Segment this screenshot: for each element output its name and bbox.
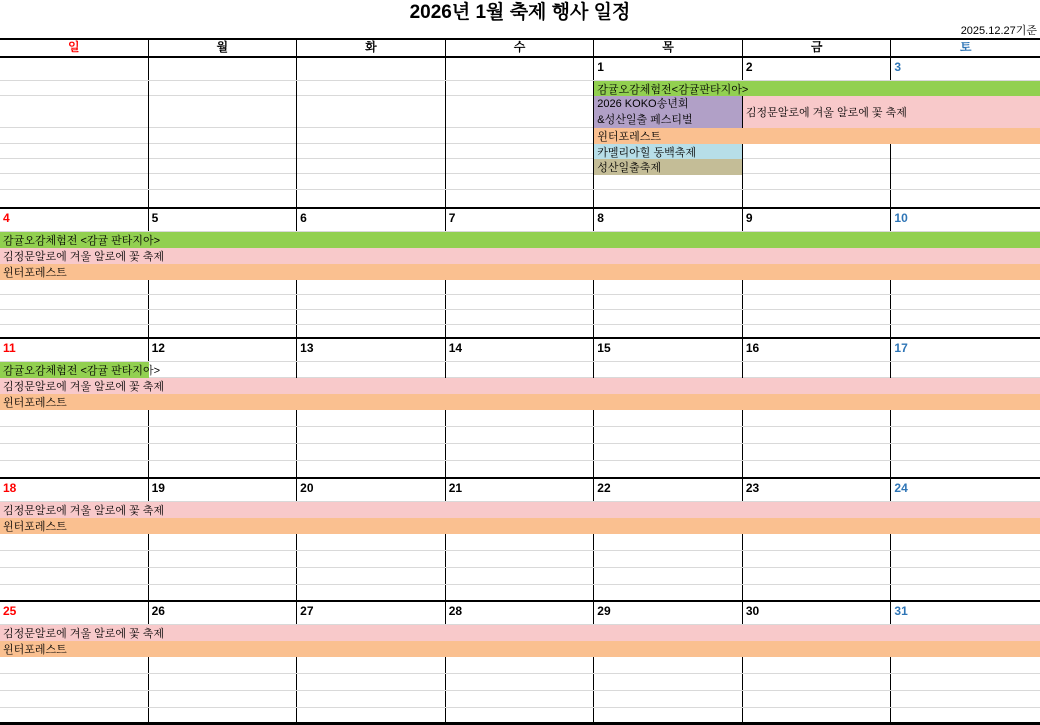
day-cell[interactable]	[297, 58, 446, 80]
event-row	[0, 502, 1040, 518]
event-row	[0, 159, 1040, 174]
empty-cell[interactable]	[594, 534, 743, 550]
day-cell-4[interactable]: 4	[0, 209, 149, 231]
event-row	[0, 96, 1040, 128]
day-cell-1[interactable]: 1	[594, 58, 743, 80]
empty-cell[interactable]	[743, 585, 892, 600]
empty-cell[interactable]	[891, 144, 1040, 160]
event-bar-aloe[interactable]: 김정문알로에 겨울 알로에 꽃 축제	[0, 502, 1040, 518]
daynum-row	[0, 58, 1040, 81]
empty-cell[interactable]	[446, 691, 595, 707]
empty-cell[interactable]	[446, 585, 595, 600]
event-bar-camellia[interactable]: 카멜리아힐 동백축제	[594, 144, 743, 160]
empty-cell[interactable]	[149, 534, 298, 550]
empty-cell[interactable]	[891, 410, 1040, 426]
event-row	[0, 81, 1040, 96]
empty-cell[interactable]	[149, 280, 298, 294]
event-bar-tangerine[interactable]: 감귤오감체험전 <감귤 판타지아>	[0, 362, 149, 378]
empty-cell[interactable]	[594, 444, 743, 460]
empty-cell[interactable]	[297, 461, 446, 477]
empty-cell[interactable]	[891, 444, 1040, 460]
empty-cell[interactable]	[0, 280, 149, 294]
day-cell-17[interactable]: 17	[894, 341, 908, 355]
empty-row	[0, 325, 1040, 337]
day-cell-21[interactable]: 21	[446, 479, 595, 501]
day-cell-18[interactable]: 18	[0, 479, 149, 501]
day-cell-19[interactable]: 19	[149, 479, 298, 501]
empty-cell[interactable]	[446, 551, 595, 567]
empty-cell[interactable]	[446, 362, 595, 378]
empty-cell[interactable]	[891, 159, 1040, 175]
day-cell-5[interactable]: 5	[149, 209, 298, 231]
event-bar-tangerine[interactable]: 감귤오감체험전 <감귤 판타지아>	[0, 232, 1040, 248]
empty-cell[interactable]	[0, 325, 149, 337]
empty-cell[interactable]	[0, 461, 149, 477]
empty-cell[interactable]	[149, 310, 298, 324]
empty-cell[interactable]	[297, 159, 446, 175]
empty-cell[interactable]	[0, 427, 149, 443]
empty-cell[interactable]	[149, 96, 298, 128]
empty-cell[interactable]	[149, 691, 298, 707]
empty-cell[interactable]	[297, 280, 446, 294]
calendar-week-5	[0, 600, 1040, 725]
day-cell-30[interactable]: 30	[743, 602, 892, 624]
day-cell-11[interactable]: 11	[0, 339, 149, 361]
event-row	[0, 394, 1040, 410]
day-cell-22[interactable]: 22	[594, 479, 743, 501]
empty-cell[interactable]	[743, 190, 892, 207]
day-cell-3[interactable]: 3	[894, 60, 902, 74]
empty-cell[interactable]	[594, 708, 743, 722]
empty-cell[interactable]	[297, 325, 446, 337]
empty-cell[interactable]	[594, 674, 743, 690]
empty-cell[interactable]	[297, 310, 446, 324]
empty-cell[interactable]	[891, 325, 1040, 337]
empty-cell[interactable]	[149, 295, 298, 309]
empty-cell[interactable]	[891, 461, 1040, 477]
empty-cell[interactable]	[149, 325, 298, 337]
empty-cell[interactable]	[446, 144, 595, 160]
day-header-thu: 목	[594, 40, 743, 56]
empty-cell[interactable]	[0, 159, 149, 175]
empty-cell[interactable]	[0, 534, 149, 550]
event-row	[0, 128, 1040, 144]
empty-cell[interactable]	[594, 295, 743, 309]
empty-cell[interactable]	[0, 144, 149, 160]
day-cell-31[interactable]: 31	[894, 604, 908, 618]
empty-cell[interactable]	[891, 190, 1040, 207]
calendar-week-3	[0, 337, 1040, 477]
day-cell-8[interactable]: 8	[594, 209, 743, 231]
event-row	[0, 232, 1040, 248]
empty-cell[interactable]	[446, 534, 595, 550]
empty-cell[interactable]	[149, 551, 298, 567]
empty-cell[interactable]	[891, 674, 1040, 690]
empty-cell[interactable]	[891, 708, 1040, 722]
empty-cell[interactable]	[446, 159, 595, 175]
empty-cell[interactable]	[0, 657, 149, 673]
empty-cell[interactable]	[149, 568, 298, 584]
day-header-sun: 일	[0, 40, 149, 56]
empty-cell[interactable]	[0, 551, 149, 567]
day-cell-26[interactable]: 26	[149, 602, 298, 624]
empty-cell[interactable]	[743, 325, 892, 337]
empty-cell[interactable]	[149, 427, 298, 443]
empty-cell[interactable]	[0, 691, 149, 707]
event-bar-tangerine[interactable]: 감귤오감체험전<감귤판타지아>	[594, 81, 1040, 97]
day-cell-15[interactable]: 15	[594, 339, 743, 361]
daynum-row	[0, 602, 1040, 625]
weekday-header-row	[0, 38, 1040, 58]
empty-cell[interactable]	[297, 362, 446, 378]
day-cell-14[interactable]: 14	[446, 339, 595, 361]
day-header-fri: 금	[743, 40, 892, 56]
empty-cell[interactable]	[446, 190, 595, 207]
empty-row	[0, 295, 1040, 310]
empty-cell[interactable]	[297, 144, 446, 160]
event-bar-aloe[interactable]: 김정문알로에 겨울 알로에 꽃 축제	[0, 378, 1040, 394]
day-cell-23[interactable]: 23	[743, 479, 892, 501]
day-cell-16[interactable]: 16	[743, 339, 892, 361]
empty-cell[interactable]	[743, 534, 892, 550]
event-bar-aloe[interactable]: 김정문알로에 겨울 알로에 꽃 축제	[743, 96, 1040, 128]
empty-cell[interactable]	[891, 174, 1040, 189]
empty-cell[interactable]	[743, 551, 892, 567]
empty-cell[interactable]	[743, 427, 892, 443]
empty-cell[interactable]	[594, 190, 743, 207]
day-cell-28[interactable]: 28	[446, 602, 595, 624]
empty-cell[interactable]	[743, 444, 892, 460]
empty-cell[interactable]	[594, 427, 743, 443]
event-row	[0, 248, 1040, 264]
empty-row	[0, 280, 1040, 295]
empty-cell[interactable]	[0, 128, 149, 144]
empty-cell[interactable]	[297, 708, 446, 722]
day-cell-9[interactable]: 9	[743, 209, 892, 231]
empty-cell[interactable]	[594, 310, 743, 324]
empty-cell[interactable]	[594, 551, 743, 567]
event-bar-aloe[interactable]: 김정문알로에 겨울 알로에 꽃 축제	[0, 248, 1040, 264]
empty-cell[interactable]	[891, 427, 1040, 443]
empty-cell[interactable]	[446, 410, 595, 426]
empty-cell[interactable]	[446, 96, 595, 128]
empty-row	[0, 427, 1040, 444]
empty-cell[interactable]	[446, 568, 595, 584]
empty-cell[interactable]	[743, 174, 892, 189]
empty-row	[0, 190, 1040, 207]
empty-cell[interactable]	[891, 295, 1040, 309]
empty-cell[interactable]	[149, 81, 298, 97]
empty-cell[interactable]	[594, 174, 743, 189]
empty-cell[interactable]	[0, 674, 149, 690]
empty-cell[interactable]	[149, 657, 298, 673]
event-row	[0, 378, 1040, 394]
empty-cell[interactable]	[446, 674, 595, 690]
daynum-row	[0, 339, 1040, 362]
empty-cell[interactable]	[446, 280, 595, 294]
event-bar-winter-forest[interactable]: 윈터포레스트	[0, 264, 1040, 280]
empty-cell[interactable]	[149, 362, 298, 378]
empty-cell[interactable]	[297, 427, 446, 443]
event-bar-winter-forest[interactable]: 윈터포레스트	[0, 641, 1040, 657]
empty-cell[interactable]	[297, 128, 446, 144]
empty-cell[interactable]	[297, 534, 446, 550]
empty-cell[interactable]	[594, 657, 743, 673]
event-bar-winter-forest[interactable]: 윈터포레스트	[594, 128, 1040, 144]
empty-cell[interactable]	[297, 410, 446, 426]
empty-row	[0, 568, 1040, 585]
event-bar-aloe[interactable]: 김정문알로에 겨울 알로에 꽃 축제	[0, 625, 1040, 641]
empty-cell[interactable]	[891, 691, 1040, 707]
empty-cell[interactable]	[743, 144, 892, 160]
day-cell-20[interactable]: 20	[297, 479, 446, 501]
daynum-row	[0, 479, 1040, 502]
empty-cell[interactable]	[0, 190, 149, 207]
empty-cell[interactable]	[297, 585, 446, 600]
empty-cell[interactable]	[0, 310, 149, 324]
empty-cell[interactable]	[446, 427, 595, 443]
empty-cell[interactable]	[891, 534, 1040, 550]
event-bar-winter-forest[interactable]: 윈터포레스트	[0, 518, 1040, 534]
empty-cell[interactable]	[297, 674, 446, 690]
empty-cell[interactable]	[297, 174, 446, 189]
empty-cell[interactable]	[297, 657, 446, 673]
empty-cell[interactable]	[149, 190, 298, 207]
empty-cell[interactable]	[594, 410, 743, 426]
empty-cell[interactable]	[0, 708, 149, 722]
event-row	[0, 362, 1040, 378]
empty-cell[interactable]	[743, 310, 892, 324]
empty-row	[0, 585, 1040, 600]
empty-cell[interactable]	[594, 461, 743, 477]
day-cell-29[interactable]: 29	[594, 602, 743, 624]
event-bar-winter-forest[interactable]: 윈터포레스트	[0, 394, 1040, 410]
calendar-week-4	[0, 477, 1040, 600]
empty-cell[interactable]	[743, 159, 892, 175]
empty-cell[interactable]	[891, 362, 1040, 378]
empty-row	[0, 708, 1040, 722]
empty-cell[interactable]	[743, 295, 892, 309]
day-header-sat: 토	[959, 40, 972, 54]
reference-date: 2025.12.27기준	[960, 25, 1037, 37]
empty-row	[0, 534, 1040, 551]
empty-cell[interactable]	[149, 585, 298, 600]
empty-cell[interactable]	[743, 280, 892, 294]
day-cell-13[interactable]: 13	[297, 339, 446, 361]
empty-cell[interactable]	[0, 568, 149, 584]
empty-cell[interactable]	[0, 174, 149, 189]
event-row	[0, 518, 1040, 534]
empty-cell[interactable]	[743, 461, 892, 477]
empty-row	[0, 657, 1040, 674]
empty-cell[interactable]	[594, 585, 743, 600]
empty-cell[interactable]	[891, 568, 1040, 584]
empty-cell[interactable]	[0, 585, 149, 600]
day-header-mon: 월	[149, 40, 298, 56]
empty-cell[interactable]	[743, 674, 892, 690]
day-cell[interactable]	[0, 58, 149, 80]
empty-cell[interactable]	[149, 128, 298, 144]
event-bar-koko-line1: 2026 KOKO송년회	[597, 98, 689, 110]
empty-row	[0, 444, 1040, 461]
event-bar-seongsan[interactable]: 성산일출축제	[594, 159, 743, 175]
empty-cell[interactable]	[594, 362, 743, 378]
event-row	[0, 641, 1040, 657]
empty-cell[interactable]	[0, 410, 149, 426]
empty-row	[0, 174, 1040, 190]
event-bar-koko-line2: &성산일출 페스티벌	[597, 114, 693, 126]
empty-cell[interactable]	[446, 444, 595, 460]
empty-cell[interactable]	[297, 295, 446, 309]
empty-row	[0, 310, 1040, 325]
empty-row	[0, 461, 1040, 477]
empty-row	[0, 551, 1040, 568]
empty-cell[interactable]	[297, 568, 446, 584]
empty-cell[interactable]	[297, 551, 446, 567]
empty-cell[interactable]	[446, 128, 595, 144]
empty-cell[interactable]	[297, 96, 446, 128]
day-cell-24[interactable]: 24	[894, 481, 908, 495]
empty-cell[interactable]	[297, 81, 446, 97]
empty-cell[interactable]	[297, 691, 446, 707]
empty-cell[interactable]	[891, 657, 1040, 673]
empty-cell[interactable]	[149, 444, 298, 460]
calendar-week-2	[0, 207, 1040, 337]
empty-cell[interactable]	[297, 190, 446, 207]
empty-cell[interactable]	[594, 568, 743, 584]
empty-cell[interactable]	[743, 657, 892, 673]
day-cell-6[interactable]: 6	[297, 209, 446, 231]
empty-cell[interactable]	[149, 674, 298, 690]
empty-cell[interactable]	[594, 325, 743, 337]
empty-cell[interactable]	[743, 691, 892, 707]
day-cell[interactable]	[446, 58, 595, 80]
empty-cell[interactable]	[743, 708, 892, 722]
day-header-tue: 화	[297, 40, 446, 56]
empty-cell[interactable]	[743, 362, 892, 378]
empty-cell[interactable]	[149, 144, 298, 160]
empty-row	[0, 691, 1040, 708]
empty-row	[0, 410, 1040, 427]
day-cell-12[interactable]: 12	[149, 339, 298, 361]
empty-row	[0, 674, 1040, 691]
empty-cell[interactable]	[891, 280, 1040, 294]
empty-cell[interactable]	[743, 568, 892, 584]
empty-cell[interactable]	[446, 295, 595, 309]
empty-cell[interactable]	[891, 585, 1040, 600]
calendar-title: 2026년 1월 축제 행사 일정	[409, 2, 631, 23]
empty-cell[interactable]	[743, 410, 892, 426]
day-cell-27[interactable]: 27	[297, 602, 446, 624]
empty-cell[interactable]	[446, 174, 595, 189]
event-bar-koko[interactable]	[594, 96, 743, 128]
empty-cell[interactable]	[0, 96, 149, 128]
event-row	[0, 625, 1040, 641]
empty-cell[interactable]	[446, 708, 595, 722]
empty-cell[interactable]	[149, 410, 298, 426]
event-row	[0, 144, 1040, 159]
day-cell-25[interactable]: 25	[0, 602, 149, 624]
empty-cell[interactable]	[446, 461, 595, 477]
empty-cell[interactable]	[149, 461, 298, 477]
empty-cell[interactable]	[446, 81, 595, 97]
empty-cell[interactable]	[0, 81, 149, 97]
empty-cell[interactable]	[891, 310, 1040, 324]
day-cell[interactable]	[149, 58, 298, 80]
empty-cell[interactable]	[297, 444, 446, 460]
empty-cell[interactable]	[891, 551, 1040, 567]
event-row	[0, 264, 1040, 280]
empty-cell[interactable]	[446, 310, 595, 324]
day-cell-2[interactable]: 2	[743, 58, 892, 80]
empty-cell[interactable]	[149, 174, 298, 189]
empty-cell[interactable]	[149, 708, 298, 722]
empty-cell[interactable]	[594, 691, 743, 707]
day-cell-10[interactable]: 10	[894, 211, 908, 225]
empty-cell[interactable]	[0, 444, 149, 460]
calendar-week-1	[0, 58, 1040, 207]
day-cell-7[interactable]: 7	[446, 209, 595, 231]
empty-cell[interactable]	[594, 280, 743, 294]
empty-cell[interactable]	[446, 325, 595, 337]
empty-cell[interactable]	[149, 159, 298, 175]
empty-cell[interactable]	[446, 657, 595, 673]
empty-cell[interactable]	[0, 295, 149, 309]
day-header-wed: 수	[446, 40, 595, 56]
daynum-row	[0, 209, 1040, 232]
